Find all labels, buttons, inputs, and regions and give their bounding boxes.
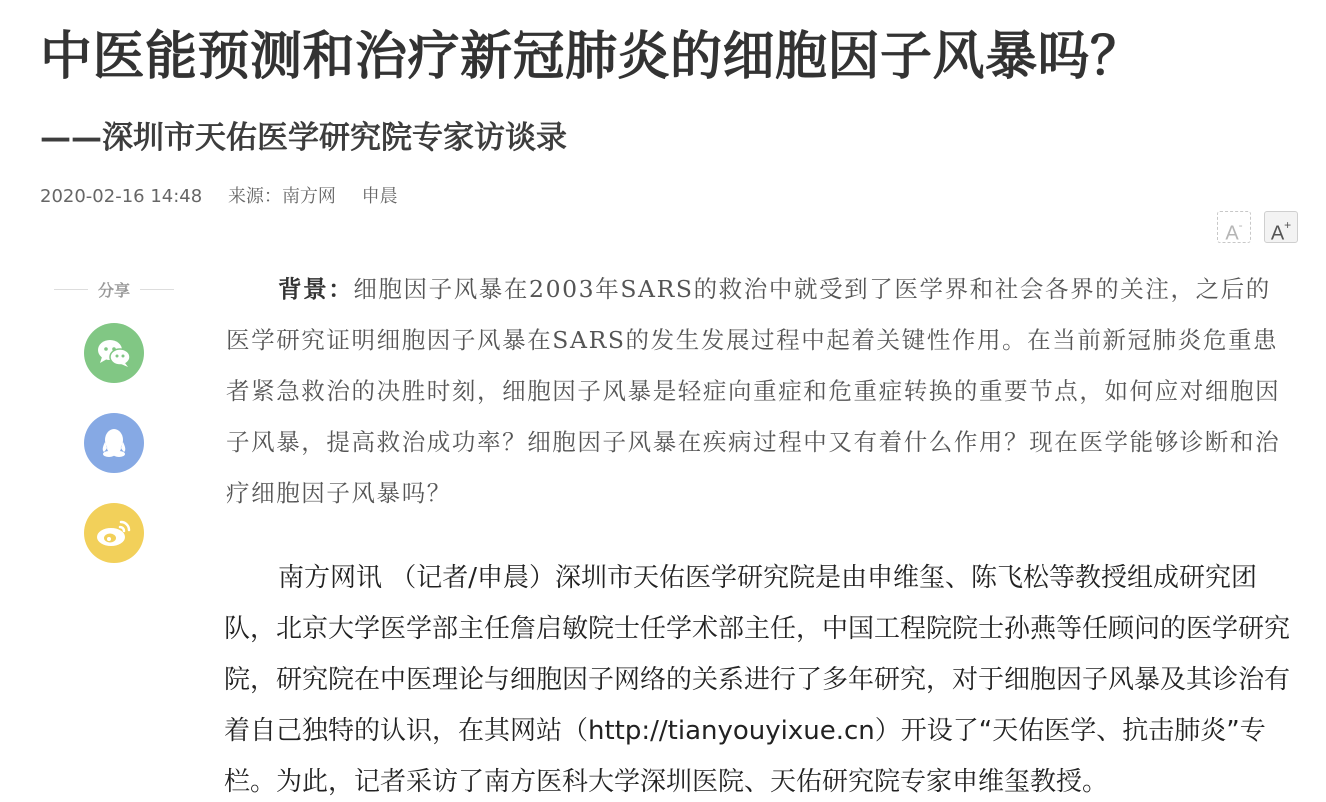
font-size-increase-button[interactable] [1264, 211, 1298, 243]
publish-datetime: 2020-02-16 14:48 [40, 186, 203, 207]
share-label: 分享 [54, 278, 174, 301]
article-meta [40, 182, 418, 208]
font-size-decrease-button[interactable] [1217, 211, 1251, 243]
share-weibo-button[interactable] [84, 503, 144, 563]
background-label: 背景： [278, 275, 354, 303]
font-decrease-letter: A [1225, 222, 1239, 245]
font-decrease-sign: - [1238, 218, 1243, 232]
share-qq-button[interactable] [84, 413, 144, 473]
wechat-icon [96, 338, 132, 368]
body-paragraph: 南方网讯 （记者/申晨）深圳市天佑医学研究院是由申维玺、陈飞松等教授组成研究团队，北京大学医学部主任詹启敏院士任学术部主任，中国工程院院士孙燕等任顾问的医学研究院，研究院在中医理论与细胞因子网络的关系进行了多年研究，对于细胞因子风暴及其诊治有着自己独特的认识，在其网站（http://tianyouyixue.cn）开设了“天佑医学、抗击肺炎”专栏。为此，记者采访了南方医科大学深圳医院、天佑研究院专家申维玺教授。 [224, 563, 1291, 797]
font-increase-sign: + [1284, 218, 1292, 232]
author-name: 申晨 [361, 186, 398, 207]
font-increase-letter: A [1270, 222, 1285, 245]
background-paragraph [226, 264, 1286, 519]
weibo-icon [95, 517, 133, 549]
background-text: 细胞因子风暴在2003年SARS的救治中就受到了医学界和社会各界的关注，之后的医学研究证明细胞因子风暴在SARS的发生发展过程中起着关键性作用。在当前新冠肺炎危重患者紧急救治的决胜时刻，细胞因子风暴是轻症向重症和危重症转换的重要节点，如何应对细胞因子风暴，提高救治成功率？细胞因子风暴在疾病过程中又有着什么作用？现在医学能够诊断和治疗细胞因子风暴吗？ [226, 275, 1281, 507]
source-label: 来源： [227, 186, 282, 207]
source-name: 南方网 [281, 186, 336, 207]
share-wechat-button[interactable] [84, 323, 144, 383]
article-title: 中医能预测和治疗新冠肺炎的细胞因子风暴吗？ [40, 27, 1143, 87]
qq-icon [99, 426, 129, 460]
article-subtitle: ——深圳市天佑医学研究院专家访谈录 [40, 120, 567, 156]
